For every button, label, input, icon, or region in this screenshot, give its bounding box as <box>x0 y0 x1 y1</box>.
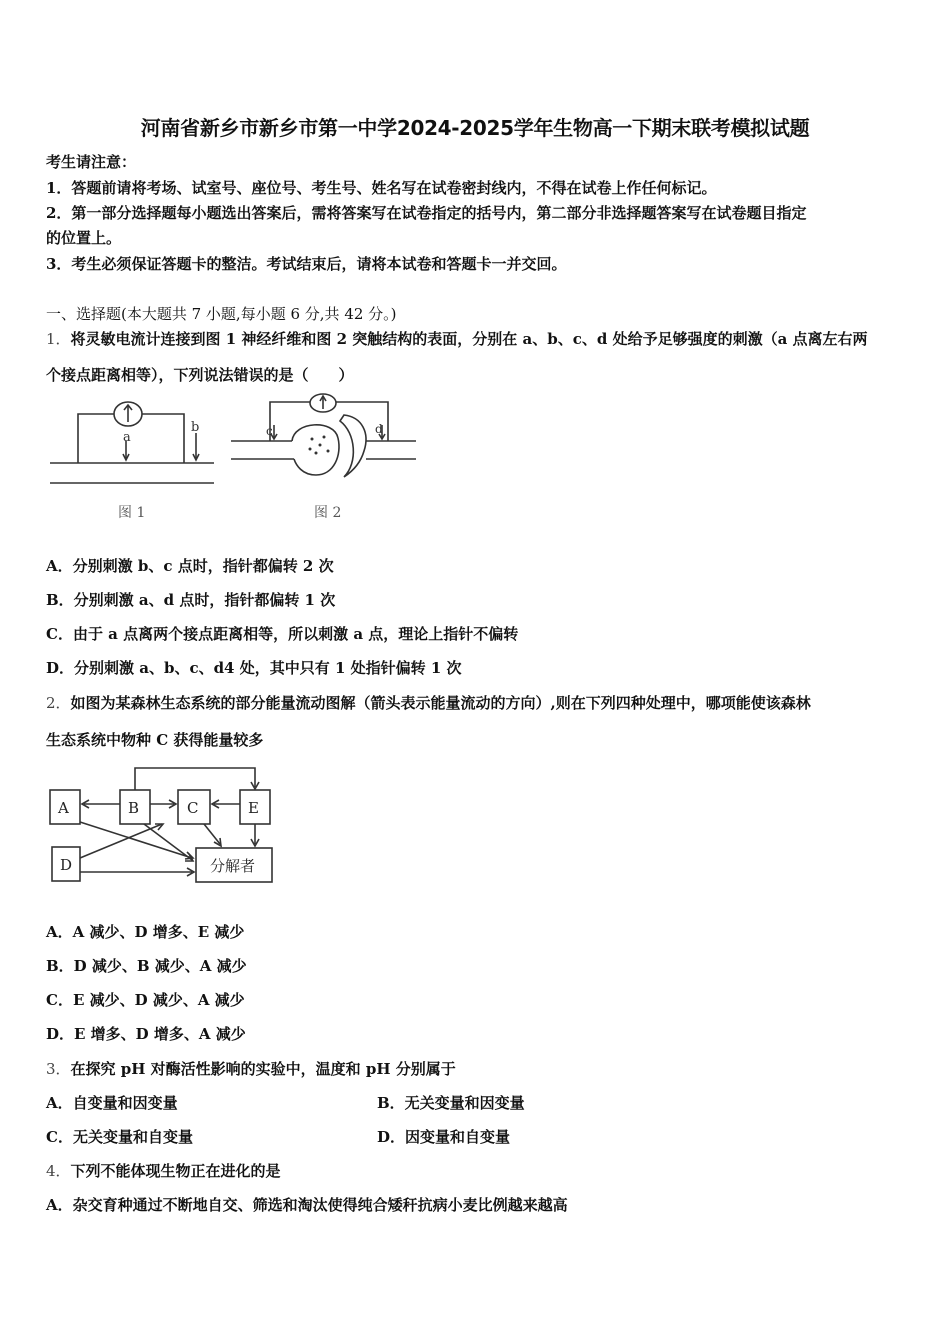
label-c: c <box>266 424 273 438</box>
option-b: B．D 减少、B 减少、A 减少 <box>46 957 247 975</box>
label-b: b <box>191 420 200 435</box>
node-b: B <box>128 799 140 817</box>
question-2 <box>46 693 811 713</box>
option-a: A．杂交育种通过不断地自交、筛选和淘汰使得纯合矮秆抗病小麦比例越来越高 <box>46 1196 568 1214</box>
node-a: A <box>58 799 69 817</box>
option-c: C．E 减少、D 减少、A 减少 <box>46 991 245 1009</box>
question-text: 如图为某森林生态系统的部分能量流动图解（箭头表示能量流动的方向）,则在下列四种处理中，哪项能使该森林 <box>70 694 811 712</box>
notice-item: 2．第一部分选择题每小题选出答案后，需将答案写在试卷指定的括号内，第二部分非选择题答案写在试卷题目指定 <box>46 204 807 222</box>
question-1-cont: 个接点距离相等），下列说法错误的是（ ） <box>46 366 354 384</box>
section-heading: 一、选择题(本大题共 7 小题,每小题 6 分,共 42 分。) <box>46 305 397 323</box>
question-text: 将灵敏电流计连接到图 1 神经纤维和图 2 突触结构的表面，分别在 a、b、c、d 处给予足够强度的刺激（a 点离左右两 <box>70 330 868 348</box>
label-a: a <box>123 430 131 445</box>
question-3 <box>46 1059 456 1079</box>
node-c: C <box>187 799 199 817</box>
option-d: D．分别刺激 a、b、c、d4 处，其中只有 1 处指针偏转 1 次 <box>46 659 462 677</box>
figure-2-caption: 图 2 <box>314 505 342 521</box>
notice-item: 的位置上。 <box>46 229 122 247</box>
question-number: 3． <box>46 1060 71 1078</box>
question-text: 在探究 pH 对酶活性影响的实验中，温度和 pH 分别属于 <box>70 1060 456 1078</box>
label-d: d <box>375 422 383 436</box>
notice-item: 3．考生必须保证答题卡的整洁。考试结束后，请将本试卷和答题卡一并交回。 <box>46 255 567 273</box>
option-c: C．无关变量和自变量 <box>46 1128 193 1146</box>
option-b: B．无关变量和因变量 <box>377 1094 525 1112</box>
question-text: 下列不能体现生物正在进化的是 <box>70 1162 281 1180</box>
q1-figure <box>44 393 424 528</box>
q2-energy-flow-diagram <box>44 760 284 890</box>
question-4 <box>46 1161 281 1181</box>
node-decomposer: 分解者 <box>210 857 256 875</box>
notice-heading: 考生请注意： <box>46 153 137 171</box>
option-d: D．E 增多、D 增多、A 减少 <box>46 1025 246 1043</box>
node-e: E <box>248 799 259 817</box>
option-a: A．分别刺激 b、c 点时，指针都偏转 2 次 <box>46 557 334 575</box>
option-a: A．A 减少、D 增多、E 减少 <box>46 923 245 941</box>
node-d: D <box>60 856 73 874</box>
question-number: 4． <box>46 1162 71 1180</box>
option-a: A．自变量和因变量 <box>46 1094 178 1112</box>
option-b: B．分别刺激 a、d 点时，指针都偏转 1 次 <box>46 591 336 609</box>
option-c: C．由于 a 点离两个接点距离相等，所以刺激 a 点，理论上指针不偏转 <box>46 625 519 643</box>
notice-item: 1．答题前请将考场、试室号、座位号、考生号、姓名写在试卷密封线内，不得在试卷上作任何标记。 <box>46 179 717 197</box>
question-number: 2． <box>46 694 71 712</box>
question-2-cont: 生态系统中物种 C 获得能量较多 <box>46 731 264 749</box>
question-1 <box>46 329 868 349</box>
option-d: D．因变量和自变量 <box>377 1128 511 1146</box>
figure-1-caption: 图 1 <box>118 505 146 521</box>
question-number: 1． <box>46 330 71 348</box>
page-title: 河南省新乡市新乡市第一中学2024-2025学年生物高一下期末联考模拟试题 <box>140 116 810 140</box>
